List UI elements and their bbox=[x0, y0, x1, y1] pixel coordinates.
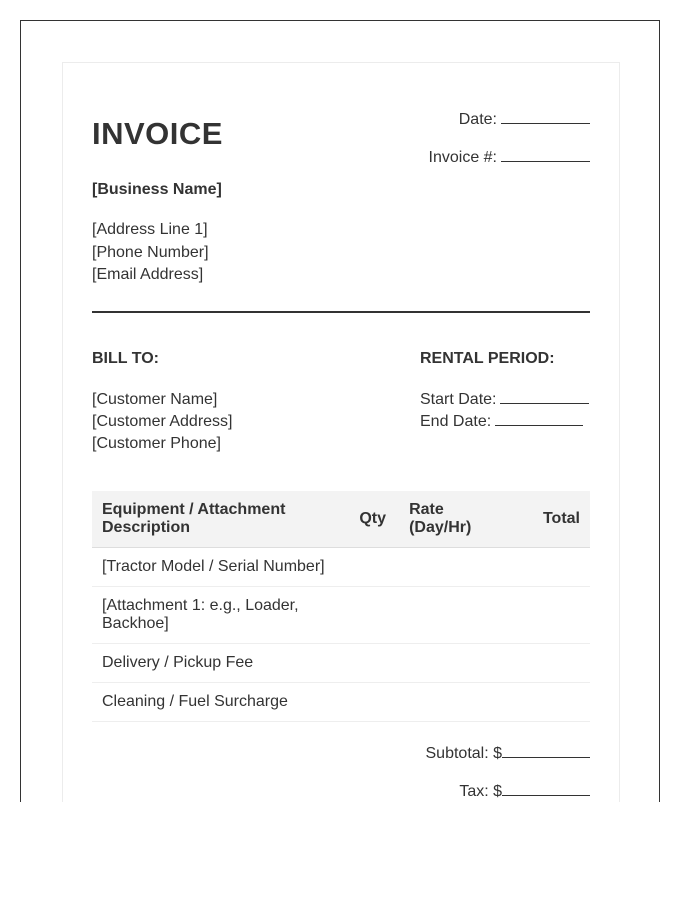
row-total bbox=[513, 587, 590, 644]
row-total bbox=[513, 644, 590, 683]
rate-column-header: Rate (Day/Hr) bbox=[399, 491, 513, 548]
qty-column-header: Qty bbox=[346, 491, 399, 548]
invoice-number-blank bbox=[501, 147, 590, 162]
table-row bbox=[92, 548, 590, 587]
end-date-blank bbox=[495, 411, 583, 426]
subtotal-label: Subtotal: $ bbox=[425, 745, 502, 762]
date-field bbox=[459, 109, 590, 129]
table-row bbox=[92, 683, 590, 722]
header-divider bbox=[92, 311, 590, 313]
row-qty bbox=[346, 548, 399, 587]
date-blank bbox=[501, 109, 590, 124]
business-contact bbox=[92, 219, 209, 287]
business-address-line: [Address Line 1] bbox=[92, 221, 208, 238]
customer-name: [Customer Name] bbox=[92, 391, 218, 408]
bill-to-details bbox=[92, 389, 233, 455]
table-header-row bbox=[92, 491, 590, 548]
rental-period-heading: RENTAL PERIOD: bbox=[420, 350, 555, 367]
row-qty bbox=[346, 683, 399, 722]
customer-phone: [Customer Phone] bbox=[92, 435, 221, 452]
business-email: [Email Address] bbox=[92, 266, 204, 283]
subtotal-blank bbox=[502, 743, 590, 758]
line-items-table bbox=[92, 491, 590, 722]
subtotal-field bbox=[426, 743, 591, 763]
start-date-blank bbox=[500, 389, 589, 404]
tax-label: Tax: $ bbox=[459, 783, 502, 800]
tax-field bbox=[459, 781, 590, 801]
invoice-number-field bbox=[429, 147, 590, 167]
invoice-number-label: Invoice #: bbox=[428, 149, 497, 166]
row-description: [Attachment 1: e.g., Loader, Backhoe] bbox=[92, 587, 346, 644]
row-total bbox=[513, 548, 590, 587]
start-date-label: Start Date: bbox=[420, 391, 497, 408]
row-rate bbox=[399, 644, 513, 683]
table-row bbox=[92, 587, 590, 644]
row-qty bbox=[346, 644, 399, 683]
row-description: Delivery / Pickup Fee bbox=[92, 644, 346, 683]
end-date-field bbox=[420, 411, 589, 433]
business-phone: [Phone Number] bbox=[92, 243, 209, 261]
row-rate bbox=[399, 683, 513, 722]
customer-address: [Customer Address] bbox=[92, 413, 233, 430]
invoice-title: INVOICE bbox=[92, 116, 223, 151]
row-total bbox=[513, 683, 590, 722]
row-description: [Tractor Model / Serial Number] bbox=[92, 548, 346, 587]
end-date-label: End Date: bbox=[420, 413, 492, 430]
row-description: Cleaning / Fuel Surcharge bbox=[92, 683, 346, 722]
row-rate bbox=[399, 587, 513, 644]
total-column-header: Total bbox=[513, 491, 590, 548]
date-label: Date: bbox=[458, 111, 497, 128]
bill-to-heading: BILL TO: bbox=[92, 350, 159, 367]
table-row bbox=[92, 644, 590, 683]
rental-period-details bbox=[420, 389, 589, 433]
start-date-field bbox=[420, 389, 589, 411]
tax-blank bbox=[502, 781, 590, 796]
description-column-header: Equipment / Attachment Description bbox=[92, 491, 346, 548]
business-name: [Business Name] bbox=[92, 181, 222, 198]
row-rate bbox=[399, 548, 513, 587]
row-qty bbox=[346, 587, 399, 644]
